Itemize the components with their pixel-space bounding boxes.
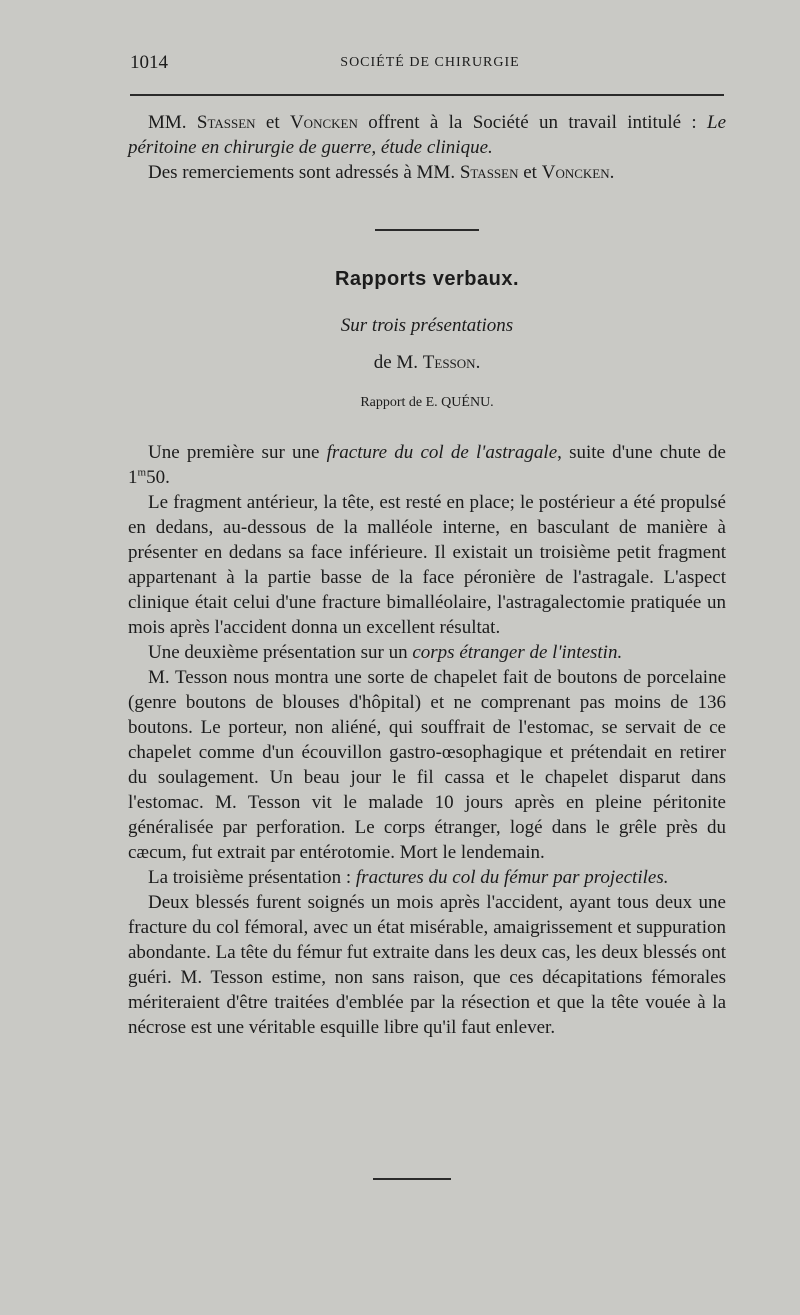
intro-paragraph-2: Des remerciements sont adressés à MM. Stassen et Voncken. bbox=[148, 162, 615, 183]
report-author: Rapport de E. QUÉNU. bbox=[360, 395, 494, 410]
page-number: 1014 bbox=[130, 52, 168, 73]
author-name: Stassen bbox=[459, 162, 519, 183]
page-header bbox=[130, 52, 730, 76]
section-byline: de M. Tesson. bbox=[373, 352, 481, 373]
running-title: SOCIÉTÉ DE CHIRURGIE bbox=[340, 55, 520, 70]
end-divider bbox=[373, 1178, 451, 1180]
author-name: Voncken bbox=[289, 112, 358, 133]
header-rule bbox=[130, 94, 724, 96]
author-name: Voncken bbox=[541, 162, 610, 183]
paragraph-astragalus: Une première sur une fracture du col de l'astragale, suite d'une chute de 1$^m$50. bbox=[128, 442, 726, 488]
paragraph-femur: Deux blessés furent soignés un mois après l'accident, ayant tous deux une fracture du col fémoral, avec un état misérable, amaigrissement et suppuration abondante. La tête du fémur fut extraite dans les deux cas, les deux blessés ont guéri. M. Tesson estime, non sans raison, que ces décapitations fémorales mériteraient d'être traitées d'emblée par la résection et que la tête vouée à la nécrose est une véritable esquille libre qu'il faut enlever. bbox=[128, 892, 726, 1038]
section-heading: Rapports verbaux. bbox=[334, 268, 520, 290]
author-name: Stassen bbox=[196, 112, 256, 133]
section-subtitle: Sur trois présentations bbox=[340, 315, 514, 336]
paragraph-fragment: Le fragment antérieur, la tête, est resté en place; le postérieur a été propulsé en dedans, au-dessous de la malléole interne, en basculant de manière à présenter en dedans sa face inférieure. Il existait un troisième petit fragment appartenant à la partie basse de la face péronière de l'astragale. L'aspect clinique était celui d'une fracture bimalléolaire, l'astragalectomie pratiquée un mois après l'accident donna un excellent résultat. bbox=[128, 492, 726, 638]
paragraph-second-presentation: Une deuxième présentation sur un corps étranger de l'intestin. bbox=[148, 642, 623, 663]
paragraph-chapelet: M. Tesson nous montra une sorte de chapelet fait de boutons de porcelaine (genre boutons de blouses d'hôpital) et ne comprenant pas moins de 136 boutons. Le porteur, non aliéné, qui souffrait de l'estomac, se servait de ce chapelet comme d'un écouvillon gastro-œsophagique et prétendait en retirer du soulagement. Un beau jour le fil cassa et le chapelet disparut dans l'estomac. M. Tesson vit le malade 10 jours après en pleine péritonite généralisée par perforation. Le corps étranger, logé dans le grêle près du cæcum, fut extrait par entérotomie. Mort le lendemain. bbox=[128, 667, 726, 863]
section-divider bbox=[375, 229, 479, 231]
intro-paragraph-1: MM. Stassen et Voncken offrent à la Société un travail intitulé : Le péritoine en chirurgie de guerre, étude clinique. bbox=[128, 112, 726, 158]
paragraph-third-presentation: La troisième présentation : fractures du col du fémur par projectiles. bbox=[148, 867, 669, 888]
work-title: Le péritoine en chirurgie de guerre, étude clinique. bbox=[128, 112, 726, 158]
page-body bbox=[128, 110, 726, 1040]
